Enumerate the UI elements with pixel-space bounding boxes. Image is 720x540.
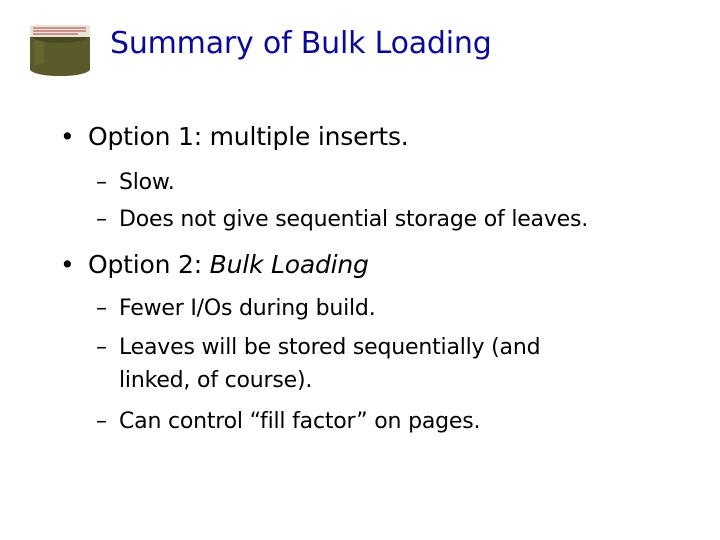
- sub-item-fewer-ios: [96, 296, 375, 321]
- sub-marker: –: [96, 296, 107, 321]
- sub-item-leaves-sequential: [96, 335, 540, 360]
- sub-marker: –: [96, 335, 107, 360]
- sub-text: Does not give sequential storage of leaves.: [119, 207, 589, 232]
- sub-text: Can control “fill factor” on pages.: [119, 409, 481, 434]
- sub-marker: –: [96, 170, 107, 195]
- sub-marker: –: [96, 409, 107, 434]
- sub-text: Slow.: [119, 170, 175, 195]
- bullet-text: Option 2:: [88, 250, 210, 279]
- bullet-option-1: [60, 122, 409, 151]
- sub-marker: –: [96, 207, 107, 232]
- sub-text: Fewer I/Os during build.: [119, 296, 376, 321]
- sub-item-fill-factor: [96, 409, 480, 434]
- database-cylinder-icon: [28, 22, 92, 78]
- sub-item-leaves-sequential-continuation: linked, of course).: [119, 368, 313, 393]
- bullet-text: Option 1: multiple inserts.: [88, 122, 409, 151]
- page-title: Summary of Bulk Loading: [110, 26, 492, 61]
- sub-text: Leaves will be stored sequentially (and: [119, 335, 541, 360]
- bullet-marker: •: [60, 250, 75, 279]
- bullet-marker: •: [60, 122, 75, 151]
- sub-item-slow: [96, 170, 175, 195]
- bullet-option-2: [60, 250, 369, 279]
- bullet-emphasis: Bulk Loading: [209, 250, 369, 279]
- sub-item-sequential-storage: [96, 207, 588, 232]
